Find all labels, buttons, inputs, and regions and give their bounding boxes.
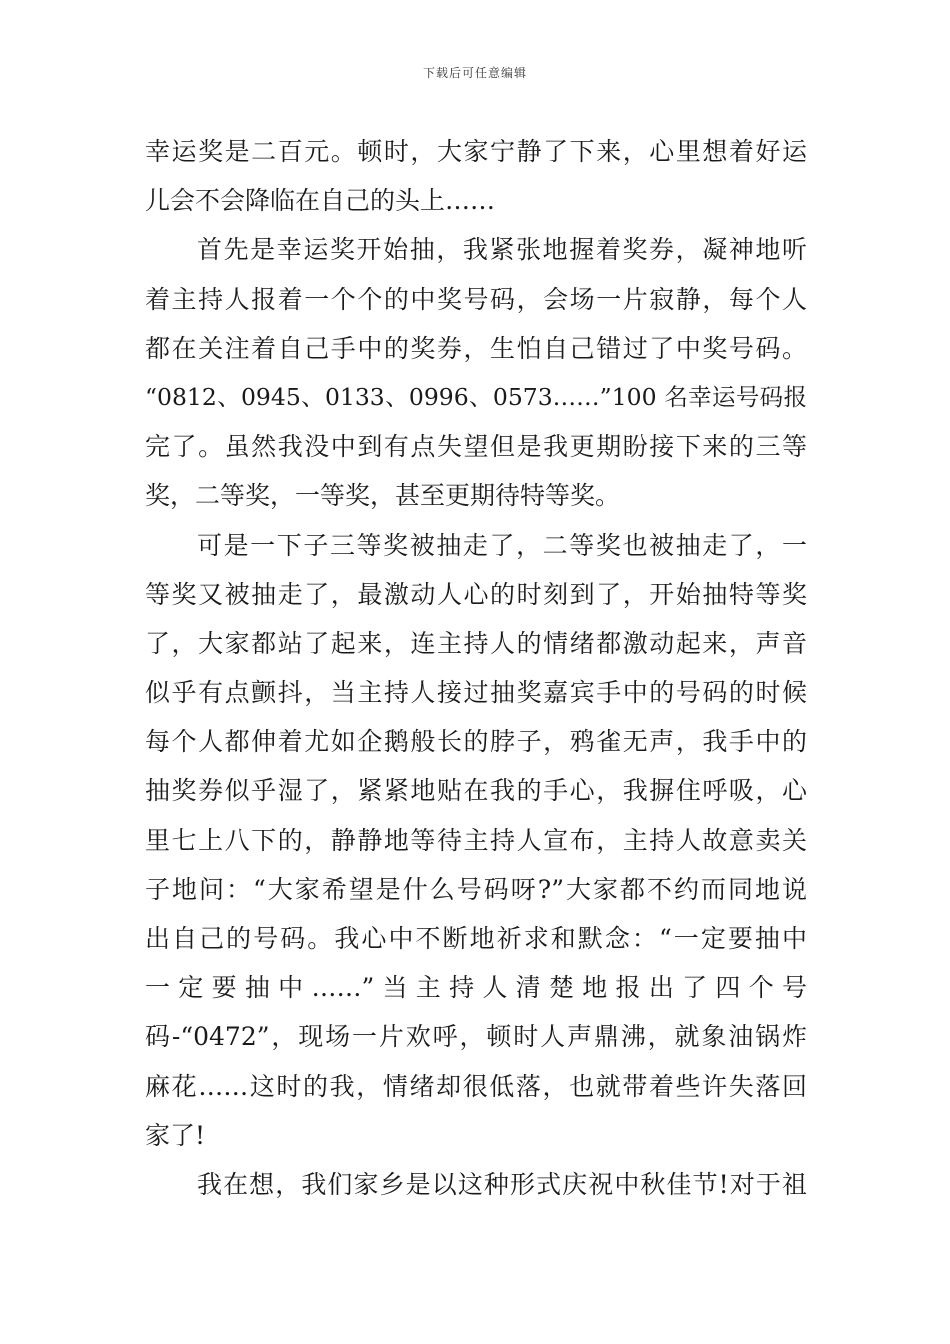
- text-line: 码-“0472”，现场一片欢呼，顿时人声鼎沸，就象油锅炸: [145, 1022, 807, 1052]
- text-line: 子地问：“大家希望是什么号码呀?”大家都不约而同地说: [145, 874, 807, 904]
- text-line: 完了。虽然我没中到有点失望但是我更期盼接下来的三等: [145, 432, 807, 462]
- text-line: 着主持人报着一个个的中奖号码，会场一片寂静，每个人: [145, 284, 807, 314]
- body-text: [145, 127, 807, 1209]
- text-line: 了，大家都站了起来，连主持人的情绪都激动起来，声音: [145, 628, 807, 658]
- text-line: 出自己的号码。我心中不断地祈求和默念：“一定要抽中: [145, 924, 807, 953]
- text-line: 首先是幸运奖开始抽，我紧张地握着奖券，凝神地听: [197, 235, 807, 265]
- text-line: 等奖又被抽走了，最激动人心的时刻到了，开始抽特等奖: [145, 579, 807, 609]
- text-line: 家了!: [145, 1120, 206, 1150]
- text-line: 一定要抽中……”当主持人清楚地报出了四个号: [145, 973, 807, 1003]
- text-line: 里七上八下的，静静地等待主持人宣布，主持人故意卖关: [145, 825, 807, 855]
- text-line: 奖，二等奖，一等奖，甚至更期待特等奖。: [145, 481, 621, 511]
- text-line: 可是一下子三等奖被抽走了，二等奖也被抽走了，一: [197, 530, 807, 560]
- text-line: 幸运奖是二百元。顿时，大家宁静了下来，心里想着好运: [145, 137, 807, 166]
- page-header: 下载后可任意编辑: [422, 66, 527, 80]
- text-line: 儿会不会降临在自己的头上……: [145, 186, 496, 216]
- text-line: 每个人都伸着尤如企鹅般长的脖子，鸦雀无声，我手中的: [145, 727, 807, 757]
- text-line: 都在关注着自己手中的奖券，生怕自己错过了中奖号码。: [145, 333, 807, 363]
- text-line: 我在想，我们家乡是以这种形式庆祝中秋佳节!对于祖: [197, 1169, 807, 1199]
- text-line: 抽奖券似乎湿了，紧紧地贴在我的手心，我摒住呼吸，心: [145, 776, 807, 806]
- text-line: 似乎有点颤抖，当主持人接过抽奖嘉宾手中的号码的时候: [145, 678, 807, 708]
- text-line: “0812、0945、0133、0996、0573……”100 名幸运号码报: [145, 382, 807, 411]
- text-line: 麻花……这时的我，情绪却很低落，也就带着些许失落回: [145, 1071, 807, 1101]
